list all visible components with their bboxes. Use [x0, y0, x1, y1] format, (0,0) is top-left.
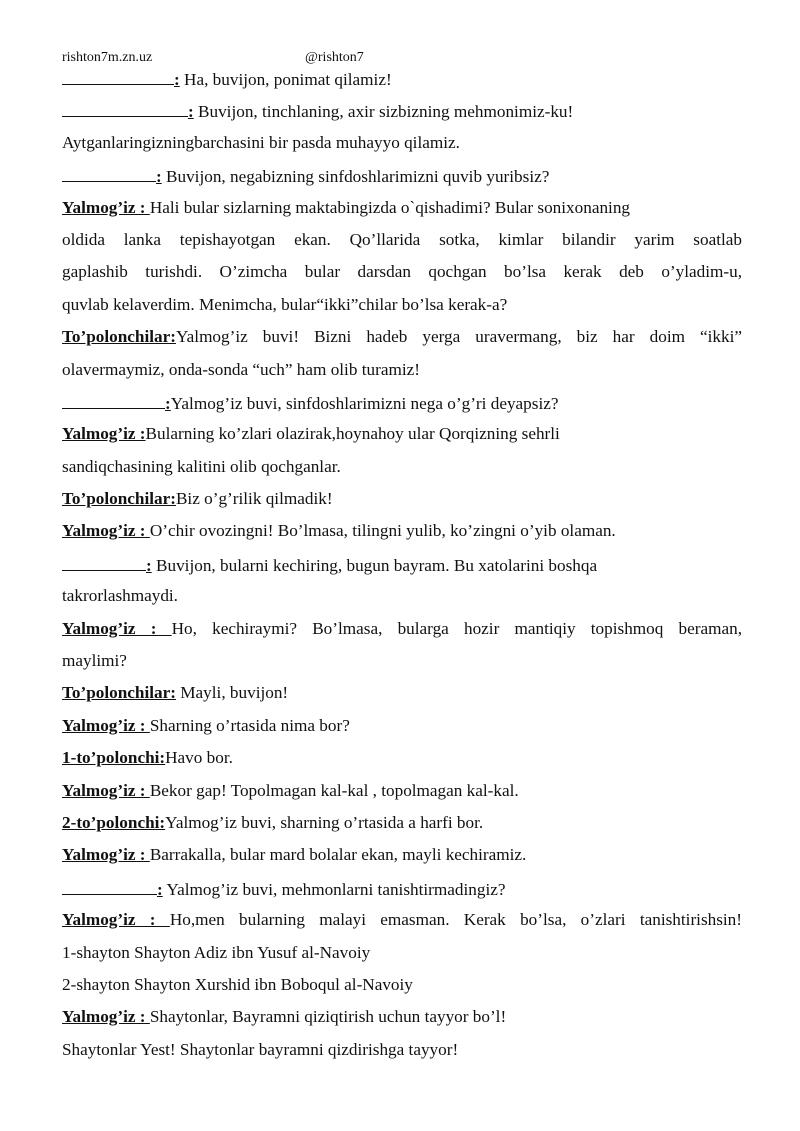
speaker-name: Yalmog’iz : — [62, 1007, 150, 1027]
line-text: Ho, kechiraymi? Bo’lmasa, bularga hozir mantiqiy topishmoq beraman, — [171, 618, 742, 638]
dialogue-line — [62, 710, 742, 742]
line-text: Havo bor. — [165, 748, 233, 768]
speaker-blank — [62, 386, 165, 409]
dialogue-line — [62, 1001, 742, 1033]
speaker-blank — [62, 548, 146, 571]
line-text: gaplashib turishdi. O’zimcha bular darsdan qochgan bo’lsa kerak deb o’yladim-u, — [62, 262, 742, 282]
speaker-colon: : — [174, 70, 180, 89]
dialogue-line — [62, 256, 742, 288]
line-text: Biz o’g’rilik qilmadik! — [175, 489, 333, 509]
line-text: maylimi? — [62, 651, 127, 671]
speaker-name: Yalmog’iz : — [62, 910, 170, 930]
line-text: sandiqchasining kalitini olib qochganlar. — [62, 456, 341, 476]
speaker-name: To’polonchilar: — [62, 327, 176, 347]
dialogue-line — [62, 548, 742, 580]
dialogue-line — [62, 969, 742, 1001]
script-text — [62, 62, 742, 1066]
speaker-name: Yalmog’iz : — [62, 521, 150, 541]
dialogue-line — [62, 742, 742, 774]
line-text: Buvijon, tinchlaning, axir sizbizning mehmonimiz-ku! — [193, 102, 574, 122]
line-text: Aytganlaringizningbarchasini bir pasda muhayyo qilamiz. — [62, 132, 460, 152]
speaker-colon: : — [157, 879, 163, 899]
dialogue-line — [62, 289, 742, 321]
dialogue-line — [62, 127, 742, 159]
dialogue-line — [62, 872, 742, 904]
line-text: Shaytonlar Yest! Shaytonlar bayramni qizdirishga tayyor! — [62, 1039, 459, 1059]
speaker-colon: : — [165, 393, 171, 413]
dialogue-line — [62, 321, 742, 353]
dialogue-line — [62, 483, 742, 515]
dialogue-line — [62, 451, 742, 483]
speaker-blank — [62, 62, 174, 85]
line-text: Sharning o’rtasida nima bor? — [149, 715, 350, 735]
line-text: Shaytonlar, Bayramni qiziqtirish uchun tayyor bo’l! — [149, 1007, 507, 1027]
speaker-name: Yalmog’iz : — [62, 780, 150, 800]
dialogue-line — [62, 515, 742, 547]
line-text: O’chir ovozingni! Bo’lmasa, tilingni yulib, ko’zingni o’yib olaman. — [149, 521, 616, 541]
speaker-blank — [62, 872, 157, 895]
line-text: Yalmog’iz buvi, mehmonlarni tanishtirmadingiz? — [162, 879, 506, 899]
line-text: Mayli, buvijon! — [175, 683, 289, 703]
line-text: 1-shayton Shayton Adiz ibn Yusuf al-Navoiy — [62, 942, 371, 962]
speaker-name: To’polonchilar: — [62, 489, 176, 509]
line-text: Yalmog’iz buvi, sharning o’rtasida a harfi bor. — [165, 812, 484, 832]
dialogue-line — [62, 937, 742, 969]
speaker-name: Yalmog’iz : — [62, 197, 150, 217]
speaker-name: To’polonchilar: — [62, 683, 176, 703]
line-text: Yalmog’iz buvi, sinfdoshlarimizni nega o’g’ri deyapsiz? — [170, 393, 559, 413]
dialogue-line — [62, 354, 742, 386]
line-text: takrorlashmaydi. — [62, 586, 178, 606]
line-text: Buvijon, bularni kechiring, bugun bayram. Bu xatolarini boshqa — [151, 555, 598, 575]
speaker-blank — [62, 94, 188, 117]
speaker-name: Yalmog’iz : — [62, 845, 150, 865]
site-url: rishton7m.zn.uz — [62, 50, 153, 65]
speaker-colon: : — [156, 167, 162, 187]
dialogue-line — [62, 775, 742, 807]
dialogue-line — [62, 904, 742, 936]
dialogue-line — [62, 580, 742, 612]
line-text: Hali bular sizlarning maktabingizda o`qishadimi? Bular sonixonaning — [149, 197, 631, 217]
line-text: Yalmog’iz buvi! Bizni hadeb yerga uravermang, biz har doim “ikki” — [175, 327, 742, 347]
speaker-blank — [62, 159, 156, 182]
dialogue-line — [62, 418, 742, 450]
speaker-colon: : — [188, 102, 194, 122]
speaker-name: 2-to’polonchi: — [62, 812, 166, 832]
line-text: olavermaymiz, onda-sonda “uch” ham olib turamiz! — [62, 359, 420, 379]
line-text: Ha, buvijon, ponimat qilamiz! — [179, 70, 392, 89]
dialogue-line — [62, 159, 742, 191]
dialogue-line — [62, 62, 742, 94]
dialogue-line — [62, 613, 742, 645]
speaker-name: Yalmog’iz : — [62, 424, 146, 444]
dialogue-line — [62, 386, 742, 418]
speaker-colon: : — [146, 555, 152, 575]
line-text: Barrakalla, bular mard bolalar ekan, mayli kechiramiz. — [149, 845, 527, 865]
dialogue-line — [62, 645, 742, 677]
dialogue-line — [62, 192, 742, 224]
line-text: oldida lanka tepishayotgan ekan. Qo’llarida sotka, kimlar bilandir yarim soatlab — [62, 229, 742, 249]
line-text: Ho,men bularning malayi emasman. Kerak bo’lsa, o’zlari tanishtirishsin! — [169, 910, 743, 930]
line-text: 2-shayton Shayton Xurshid ibn Boboqul al-Navoiy — [62, 974, 413, 994]
speaker-name: Yalmog’iz : — [62, 715, 150, 735]
line-text: Bularning ko’zlari olazirak,hoynahoy ular Qorqizning sehrli — [145, 424, 560, 444]
dialogue-line — [62, 1034, 742, 1066]
social-handle: @rishton7 — [305, 50, 364, 65]
line-text: quvlab kelaverdim. Menimcha, bular“ikki”chilar bo’lsa kerak-a? — [62, 294, 508, 314]
speaker-name: Yalmog’iz : — [62, 618, 172, 638]
dialogue-line — [62, 839, 742, 871]
dialogue-line — [62, 94, 742, 126]
dialogue-line — [62, 677, 742, 709]
speaker-name: 1-to’polonchi: — [62, 748, 166, 768]
line-text: Bekor gap! Topolmagan kal-kal , topolmagan kal-kal. — [149, 780, 519, 800]
dialogue-line — [62, 224, 742, 256]
line-text: Buvijon, negabizning sinfdoshlarimizni quvib yuribsiz? — [161, 167, 550, 187]
dialogue-line — [62, 807, 742, 839]
